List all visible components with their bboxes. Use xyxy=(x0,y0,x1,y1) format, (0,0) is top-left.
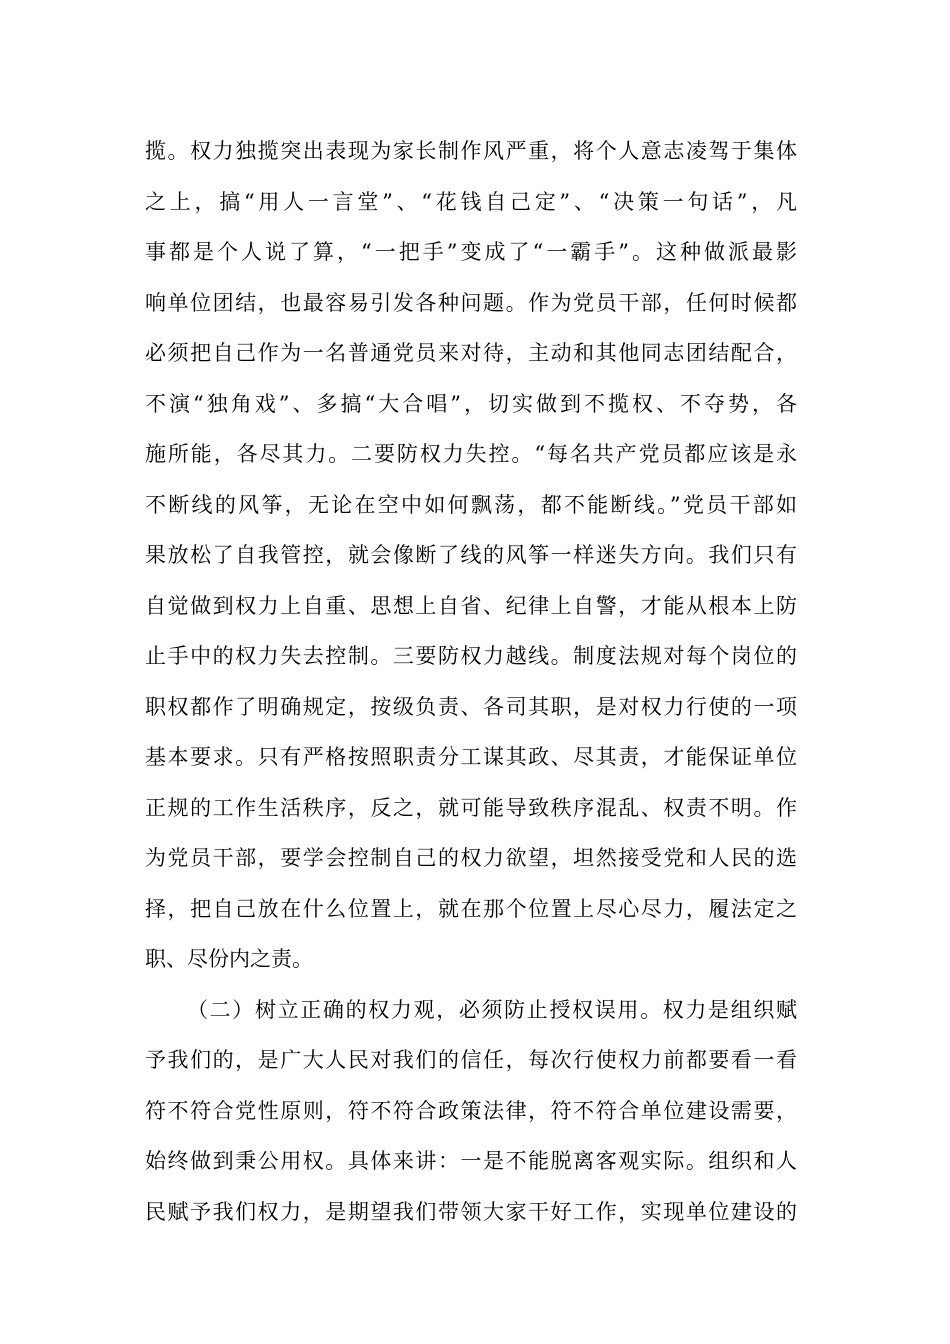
text-line: 不演“独角戏”、多搞“大合唱”，切实做到不揽权、不夺势，各 xyxy=(145,391,797,416)
text-line: （二）树立正确的权力观，必须防止授权误用。权力是组织赋 xyxy=(187,997,797,1022)
text-line: 予我们的，是广大人民对我们的信任，每次行使权力前都要看一看 xyxy=(145,1048,797,1072)
text-line: 为党员干部，要学会控制自己的权力欲望，坦然接受党和人民的选 xyxy=(145,846,797,870)
text-line: 之上，搞“用人一言堂”、“花钱自己定”、“决策一句话”，凡 xyxy=(145,189,797,214)
text-line: 揽。权力独揽突出表现为家长制作风严重，将个人意志凌驾于集体 xyxy=(145,139,797,163)
text-line: 基本要求。只有严格按照职责分工谋其政、尽其责，才能保证单位 xyxy=(145,745,797,769)
paragraph-1 xyxy=(145,131,797,980)
text-line: 职、尽份内之责。 xyxy=(145,947,313,971)
text-line: 始终做到秉公用权。具体来讲：一是不能脱离客观实际。组织和人 xyxy=(145,1149,797,1173)
text-line: 正规的工作生活秩序，反之，就可能导致秩序混乱、权责不明。作 xyxy=(145,795,797,820)
paragraph-2 xyxy=(145,990,797,1233)
text-line: 民赋予我们权力，是期望我们带领大家干好工作，实现单位建设的 xyxy=(145,1199,797,1224)
text-line: 必须把自己作为一名普通党员来对待，主动和其他同志团结配合， xyxy=(145,341,797,365)
text-line: 止手中的权力失去控制。三要防权力越线。制度法规对每个岗位的 xyxy=(145,644,797,668)
text-line: 职权都作了明确规定，按级负责、各司其职，是对权力行使的一项 xyxy=(145,694,797,719)
document-body xyxy=(145,131,797,1242)
text-line: 不断线的风筝，无论在空中如何飘荡，都不能断线。”党员干部如 xyxy=(145,492,797,517)
text-line: 果放松了自我管控，就会像断了线的风筝一样迷失方向。我们只有 xyxy=(145,543,797,567)
text-line: 自觉做到权力上自重、思想上自省、纪律上自警，才能从根本上防 xyxy=(145,593,797,618)
text-line: 符不符合党性原则，符不符合政策法律，符不符合单位建设需要， xyxy=(145,1098,797,1123)
text-line: 择，把自己放在什么位置上，就在那个位置上尽心尽力，履法定之 xyxy=(145,896,797,921)
text-line: 施所能，各尽其力。二要防权力失控。“每名共产党员都应该是永 xyxy=(145,442,797,466)
text-line: 事都是个人说了算，“一把手”变成了“一霸手”。这种做派最影 xyxy=(145,240,797,264)
text-line: 响单位团结，也最容易引发各种问题。作为党员干部，任何时候都 xyxy=(145,290,797,315)
